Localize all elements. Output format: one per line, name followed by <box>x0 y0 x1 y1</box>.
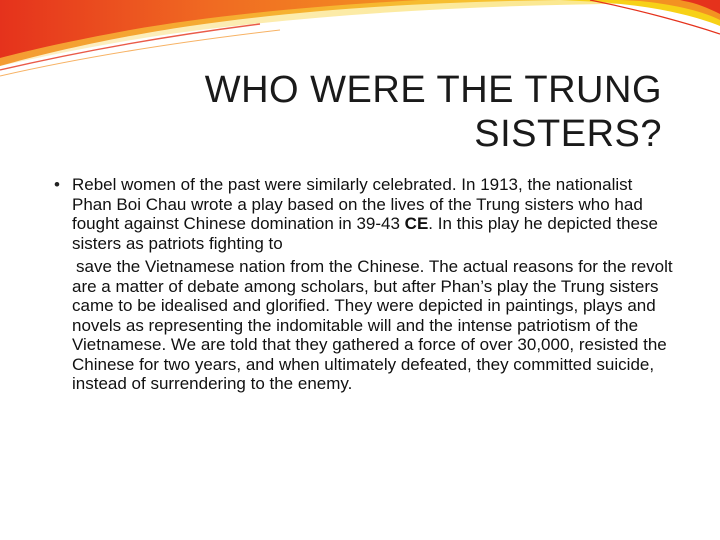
slide-body <box>54 175 674 394</box>
continuation-first-line: save the Vietnamese nation from the Chinese. <box>76 257 425 276</box>
bullet-text-part1: Rebel women of the past were similarly celebrated. In 1913, the nationalist Phan Boi Chau wrote a play based on the lives of the Trung sisters who had fought against Chinese domination in 39-43 <box>72 175 643 233</box>
bullet-paragraph <box>54 175 674 253</box>
bullet-text-bold: CE <box>404 214 429 233</box>
bullet-icon: • <box>54 175 60 194</box>
slide-title <box>102 68 662 156</box>
continuation-paragraph <box>54 257 674 394</box>
continuation-rest: The actual reasons for the revolt are a matter of debate among scholars, but after Phan’s play the Trung sisters came to be idealised and glorified. They were depicted in paintings, plays and novels as representing the indomitable will and the intense patriotism of the Vietnamese. We are told that they gathered a force of over 30,000, resisted the Chinese for two years, and when ultimately defeated, they committed suicide, instead of surrendering to the enemy. <box>72 257 673 393</box>
bullet-text-part2: . In this play he depicted these sisters as patriots fighting to <box>72 214 658 253</box>
title-line-1: WHO WERE THE TRUNG <box>204 69 662 111</box>
title-line-2: SISTERS? <box>474 113 662 155</box>
